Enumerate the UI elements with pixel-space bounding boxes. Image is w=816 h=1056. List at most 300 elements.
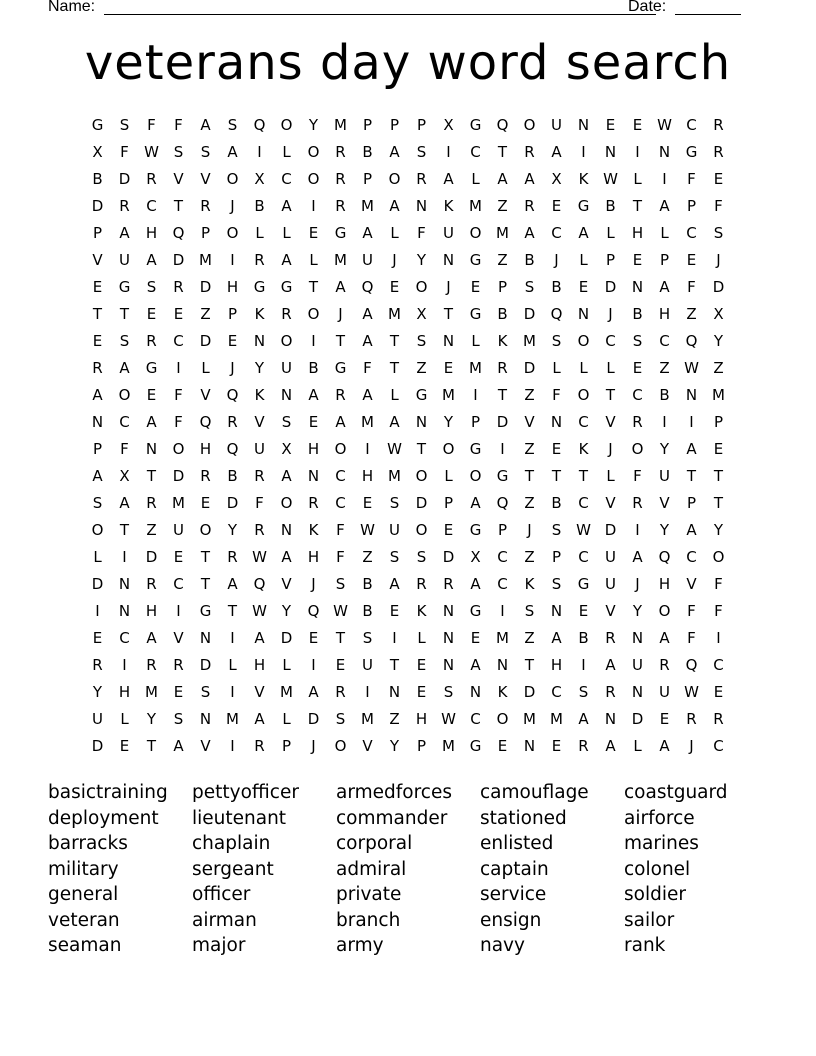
grid-letter[interactable]: V [173,170,184,188]
grid-letter[interactable]: V [281,575,292,593]
grid-letter[interactable]: I [662,170,667,188]
grid-letter[interactable]: N [415,413,428,431]
grid-letter[interactable]: S [524,602,535,620]
grid-letter[interactable]: T [632,197,643,215]
grid-letter[interactable]: E [416,656,427,674]
grid-letter[interactable]: D [523,305,536,323]
grid-letter[interactable]: R [227,548,238,566]
grid-letter[interactable]: C [470,710,481,728]
grid-letter[interactable]: R [713,710,724,728]
grid-letter[interactable]: D [199,278,212,296]
grid-letter[interactable]: R [686,710,697,728]
grid-letter[interactable]: G [469,521,482,539]
grid-letter[interactable]: A [470,656,481,674]
grid-letter[interactable]: U [362,251,373,269]
grid-letter[interactable]: H [145,224,158,242]
grid-letter[interactable]: A [335,278,346,296]
grid-letter[interactable]: Q [253,575,266,593]
grid-letter[interactable]: W [684,683,699,701]
grid-letter[interactable]: R [578,737,589,755]
grid-letter[interactable]: O [307,170,320,188]
grid-letter[interactable]: O [415,521,428,539]
grid-letter[interactable]: R [200,467,211,485]
grid-letter[interactable]: E [578,278,589,296]
grid-letter[interactable]: E [389,602,400,620]
grid-letter[interactable]: R [92,656,103,674]
grid-letter[interactable]: V [524,413,535,431]
grid-letter[interactable]: T [497,386,508,404]
grid-letter[interactable]: N [145,440,158,458]
grid-letter[interactable]: J [230,359,235,377]
grid-letter[interactable]: R [173,278,184,296]
grid-letter[interactable]: N [523,737,536,755]
grid-letter[interactable]: L [606,467,615,485]
grid-letter[interactable]: S [119,116,130,134]
grid-letter[interactable]: P [416,737,427,755]
grid-letter[interactable]: O [118,386,131,404]
grid-letter[interactable]: C [119,413,130,431]
grid-letter[interactable]: K [416,602,427,620]
grid-letter[interactable]: N [604,710,617,728]
grid-letter[interactable]: S [551,332,562,350]
grid-letter[interactable]: T [173,197,184,215]
grid-letter[interactable]: O [415,278,428,296]
grid-letter[interactable]: O [496,710,509,728]
grid-letter[interactable]: I [662,413,667,431]
grid-letter[interactable]: J [608,440,613,458]
grid-letter[interactable]: M [361,413,374,431]
grid-letter[interactable]: U [281,359,292,377]
grid-letter[interactable]: D [91,737,104,755]
grid-letter[interactable]: C [335,494,346,512]
grid-letter[interactable]: B [92,170,103,188]
grid-letter[interactable]: C [551,224,562,242]
grid-letter[interactable]: G [469,305,482,323]
grid-letter[interactable]: Z [524,440,535,458]
grid-letter[interactable]: R [200,197,211,215]
grid-letter[interactable]: T [200,548,211,566]
grid-letter[interactable]: L [228,656,237,674]
grid-letter[interactable]: B [632,305,643,323]
grid-letter[interactable]: A [524,224,535,242]
grid-letter[interactable]: S [389,548,400,566]
grid-letter[interactable]: Z [200,305,211,323]
grid-letter[interactable]: O [523,116,536,134]
grid-letter[interactable]: L [93,548,102,566]
grid-letter[interactable]: Q [685,656,698,674]
grid-letter[interactable]: A [551,143,562,161]
grid-letter[interactable]: S [632,332,643,350]
grid-letter[interactable]: L [471,170,480,188]
grid-letter[interactable]: D [523,683,536,701]
grid-letter[interactable]: C [173,332,184,350]
grid-letter[interactable]: R [92,359,103,377]
grid-letter[interactable]: O [172,440,185,458]
grid-letter[interactable]: I [500,602,505,620]
grid-letter[interactable]: A [227,575,238,593]
grid-letter[interactable]: T [578,467,589,485]
grid-letter[interactable]: Q [307,602,320,620]
grid-letter[interactable]: B [362,143,373,161]
grid-letter[interactable]: S [578,683,589,701]
grid-letter[interactable]: A [227,143,238,161]
grid-letter[interactable]: S [416,143,427,161]
grid-letter[interactable]: R [605,629,616,647]
grid-letter[interactable]: B [551,278,562,296]
grid-letter[interactable]: N [118,575,131,593]
grid-letter[interactable]: R [335,170,346,188]
grid-letter[interactable]: P [227,305,238,323]
grid-letter[interactable]: I [365,683,370,701]
grid-letter[interactable]: I [581,656,586,674]
grid-letter[interactable]: L [633,170,642,188]
grid-letter[interactable]: E [497,737,508,755]
grid-letter[interactable]: Y [632,602,643,620]
grid-letter[interactable]: A [497,170,508,188]
grid-letter[interactable]: J [554,251,559,269]
grid-letter[interactable]: T [146,467,157,485]
grid-letter[interactable]: Z [524,629,535,647]
grid-letter[interactable]: P [470,413,481,431]
grid-letter[interactable]: M [334,116,347,134]
grid-letter[interactable]: V [200,170,211,188]
grid-letter[interactable]: O [388,170,401,188]
grid-letter[interactable]: M [199,251,212,269]
grid-letter[interactable]: T [92,305,103,323]
grid-letter[interactable]: T [443,305,454,323]
grid-letter[interactable]: N [253,332,266,350]
grid-letter[interactable]: Q [658,548,671,566]
grid-letter[interactable]: A [254,629,265,647]
grid-letter[interactable]: P [686,494,697,512]
grid-letter[interactable]: N [280,521,293,539]
grid-letter[interactable]: R [254,521,265,539]
grid-letter[interactable]: R [416,575,427,593]
grid-letter[interactable]: D [226,494,239,512]
grid-letter[interactable]: A [686,521,697,539]
grid-letter[interactable]: S [713,224,724,242]
grid-letter[interactable]: E [335,656,346,674]
grid-letter[interactable]: W [144,143,159,161]
grid-letter[interactable]: D [145,548,158,566]
grid-letter[interactable]: C [578,413,589,431]
grid-letter[interactable]: H [118,683,131,701]
grid-letter[interactable]: N [604,143,617,161]
grid-letter[interactable]: B [605,197,616,215]
grid-letter[interactable]: C [686,116,697,134]
grid-letter[interactable]: Z [389,710,400,728]
grid-letter[interactable]: M [145,683,158,701]
grid-letter[interactable]: Q [253,116,266,134]
grid-letter[interactable]: O [91,521,104,539]
grid-letter[interactable]: J [716,251,721,269]
grid-letter[interactable]: V [659,494,670,512]
grid-letter[interactable]: C [686,224,697,242]
grid-letter[interactable]: K [497,332,508,350]
grid-letter[interactable]: D [118,170,131,188]
grid-letter[interactable]: C [146,197,157,215]
grid-letter[interactable]: P [497,278,508,296]
grid-letter[interactable]: A [200,116,211,134]
grid-letter[interactable]: N [685,386,698,404]
grid-letter[interactable]: P [497,521,508,539]
grid-letter[interactable]: W [360,521,375,539]
grid-letter[interactable]: M [712,386,725,404]
grid-letter[interactable]: D [415,494,428,512]
grid-letter[interactable]: R [524,143,535,161]
grid-letter[interactable]: T [389,332,400,350]
grid-letter[interactable]: U [92,710,103,728]
grid-letter[interactable]: B [362,575,373,593]
grid-letter[interactable]: N [631,629,644,647]
grid-letter[interactable]: O [469,467,482,485]
grid-letter[interactable]: P [92,440,103,458]
grid-letter[interactable]: C [470,143,481,161]
grid-letter[interactable]: A [389,413,400,431]
grid-letter[interactable]: P [686,197,697,215]
grid-letter[interactable]: T [308,278,319,296]
grid-letter[interactable]: Y [416,251,427,269]
grid-letter[interactable]: K [524,575,535,593]
grid-letter[interactable]: N [631,278,644,296]
grid-letter[interactable]: C [659,332,670,350]
grid-letter[interactable]: H [550,656,563,674]
grid-letter[interactable]: E [92,332,103,350]
grid-letter[interactable]: R [335,683,346,701]
grid-letter[interactable]: I [176,602,181,620]
grid-letter[interactable]: A [281,467,292,485]
grid-letter[interactable]: I [473,386,478,404]
grid-letter[interactable]: Q [199,413,212,431]
grid-letter[interactable]: A [92,467,103,485]
grid-letter[interactable]: T [200,575,211,593]
grid-letter[interactable]: K [497,683,508,701]
grid-letter[interactable]: R [632,413,643,431]
grid-letter[interactable]: Q [226,386,239,404]
grid-letter[interactable]: A [551,629,562,647]
grid-letter[interactable]: M [523,332,536,350]
grid-letter[interactable]: Z [524,386,535,404]
grid-letter[interactable]: Y [146,710,157,728]
grid-letter[interactable]: D [91,197,104,215]
grid-letter[interactable]: P [362,170,373,188]
grid-letter[interactable]: F [120,440,129,458]
grid-letter[interactable]: N [550,413,563,431]
grid-letter[interactable]: A [659,629,670,647]
grid-letter[interactable]: T [335,332,346,350]
grid-letter[interactable]: R [416,170,427,188]
grid-letter[interactable]: C [578,494,589,512]
grid-letter[interactable]: R [308,494,319,512]
grid-letter[interactable]: U [659,683,670,701]
grid-letter[interactable]: U [362,656,373,674]
grid-letter[interactable]: L [201,359,210,377]
grid-letter[interactable]: X [281,440,292,458]
grid-letter[interactable]: H [658,305,671,323]
grid-letter[interactable]: H [253,656,266,674]
grid-letter[interactable]: A [146,251,157,269]
grid-letter[interactable]: R [335,386,346,404]
grid-letter[interactable]: L [120,710,129,728]
grid-letter[interactable]: A [362,305,373,323]
grid-letter[interactable]: E [119,737,130,755]
grid-letter[interactable]: H [361,467,374,485]
grid-letter[interactable]: R [335,143,346,161]
grid-letter[interactable]: O [415,467,428,485]
grid-letter[interactable]: V [173,629,184,647]
grid-letter[interactable]: G [253,278,266,296]
grid-letter[interactable]: E [470,629,481,647]
grid-letter[interactable]: A [308,386,319,404]
grid-letter[interactable]: O [712,548,725,566]
grid-letter[interactable]: J [311,575,316,593]
grid-letter[interactable]: I [689,413,694,431]
grid-letter[interactable]: F [255,494,264,512]
grid-letter[interactable]: L [579,359,588,377]
grid-letter[interactable]: M [523,710,536,728]
grid-letter[interactable]: U [119,251,130,269]
grid-letter[interactable]: Y [227,521,238,539]
grid-letter[interactable]: L [660,224,669,242]
grid-letter[interactable]: R [632,494,643,512]
grid-letter[interactable]: D [712,278,725,296]
grid-letter[interactable]: J [311,737,316,755]
grid-letter[interactable]: T [335,629,346,647]
grid-letter[interactable]: T [146,737,157,755]
grid-letter[interactable]: L [309,251,318,269]
grid-letter[interactable]: V [254,413,265,431]
grid-letter[interactable]: F [417,224,426,242]
grid-letter[interactable]: L [606,359,615,377]
grid-letter[interactable]: X [416,305,427,323]
grid-letter[interactable]: M [280,683,293,701]
grid-letter[interactable]: O [469,224,482,242]
grid-letter[interactable]: Q [496,494,509,512]
grid-letter[interactable]: L [390,224,399,242]
grid-letter[interactable]: F [552,386,561,404]
grid-letter[interactable]: Q [550,305,563,323]
grid-letter[interactable]: Z [686,305,697,323]
grid-letter[interactable]: X [92,143,103,161]
grid-letter[interactable]: S [146,278,157,296]
grid-letter[interactable]: Q [496,116,509,134]
grid-letter[interactable]: G [199,602,212,620]
grid-letter[interactable]: L [282,224,291,242]
grid-letter[interactable]: P [605,251,616,269]
grid-letter[interactable]: N [577,116,590,134]
grid-letter[interactable]: D [442,548,455,566]
grid-letter[interactable]: F [174,386,183,404]
grid-letter[interactable]: H [145,602,158,620]
grid-letter[interactable]: C [173,575,184,593]
grid-letter[interactable]: R [524,197,535,215]
grid-letter[interactable]: O [334,737,347,755]
grid-letter[interactable]: Q [685,332,698,350]
grid-letter[interactable]: D [496,413,509,431]
grid-letter[interactable]: N [469,683,482,701]
grid-letter[interactable]: I [365,440,370,458]
grid-letter[interactable]: P [713,413,724,431]
grid-letter[interactable]: R [254,737,265,755]
grid-letter[interactable]: J [635,575,640,593]
grid-letter[interactable]: T [524,467,535,485]
grid-letter[interactable]: F [147,116,156,134]
grid-letter[interactable]: L [417,629,426,647]
grid-letter[interactable]: H [307,440,320,458]
grid-letter[interactable]: C [578,548,589,566]
grid-letter[interactable]: E [389,278,400,296]
grid-letter[interactable]: S [92,494,103,512]
grid-letter[interactable]: S [524,278,535,296]
grid-letter[interactable]: X [713,305,724,323]
grid-letter[interactable]: D [172,467,185,485]
grid-letter[interactable]: P [92,224,103,242]
grid-letter[interactable]: A [281,197,292,215]
grid-letter[interactable]: L [390,386,399,404]
grid-letter[interactable]: N [442,332,455,350]
grid-letter[interactable]: A [659,278,670,296]
grid-letter[interactable]: E [146,386,157,404]
grid-letter[interactable]: Z [362,548,373,566]
grid-letter[interactable]: L [282,143,291,161]
grid-letter[interactable]: D [604,278,617,296]
grid-letter[interactable]: H [415,710,428,728]
grid-letter[interactable]: E [551,737,562,755]
grid-letter[interactable]: T [416,440,427,458]
grid-letter[interactable]: O [226,170,239,188]
grid-letter[interactable]: S [173,710,184,728]
grid-letter[interactable]: N [496,656,509,674]
grid-letter[interactable]: O [280,494,293,512]
grid-letter[interactable]: T [713,467,724,485]
grid-letter[interactable]: Y [713,521,724,539]
grid-letter[interactable]: D [523,359,536,377]
grid-letter[interactable]: J [608,305,613,323]
grid-letter[interactable]: F [714,197,723,215]
grid-letter[interactable]: U [443,224,454,242]
grid-letter[interactable]: M [226,710,239,728]
grid-letter[interactable]: H [226,278,239,296]
grid-letter[interactable]: A [119,224,130,242]
grid-letter[interactable]: U [632,656,643,674]
grid-letter[interactable]: T [551,467,562,485]
grid-letter[interactable]: Y [659,521,670,539]
grid-letter[interactable]: N [442,602,455,620]
grid-letter[interactable]: G [577,575,590,593]
grid-letter[interactable]: P [443,494,454,512]
grid-letter[interactable]: K [254,305,265,323]
grid-letter[interactable]: E [686,251,697,269]
grid-letter[interactable]: M [442,737,455,755]
grid-letter[interactable]: E [632,116,643,134]
grid-letter[interactable]: B [362,602,373,620]
grid-letter[interactable]: B [659,386,670,404]
grid-letter[interactable]: P [659,251,670,269]
grid-letter[interactable]: U [173,521,184,539]
grid-letter[interactable]: E [200,494,211,512]
grid-letter[interactable]: I [311,197,316,215]
grid-letter[interactable]: U [254,440,265,458]
grid-letter[interactable]: S [443,683,454,701]
grid-letter[interactable]: N [307,467,320,485]
grid-letter[interactable]: S [389,494,400,512]
grid-letter[interactable]: F [687,602,696,620]
grid-letter[interactable]: Y [281,602,292,620]
grid-letter[interactable]: Z [416,359,427,377]
grid-letter[interactable]: D [604,521,617,539]
grid-letter[interactable]: J [230,197,235,215]
grid-letter[interactable]: F [687,629,696,647]
